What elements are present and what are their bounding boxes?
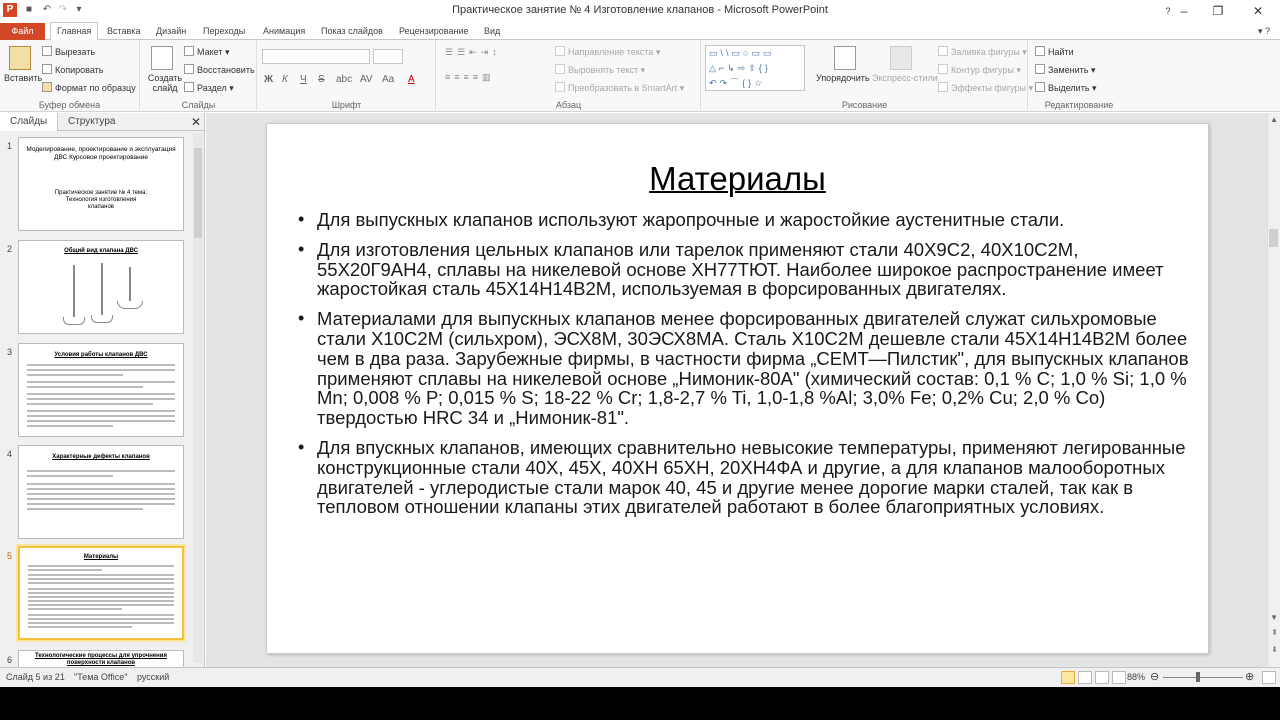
change-case-button[interactable]: Aa: [382, 74, 395, 85]
title-bar: [0, 0, 1280, 22]
maximize-button[interactable]: ❐: [1212, 4, 1224, 18]
bullet-item: • Для впускных клапанов, имеющих сравнительно невысокие температуры, применяют легированные конструкционные стали 40Х, 45Х, 40ХН 65ХН, 20ХН4ФА и другие, а для клапанов малооборотных двигателей - углеродистые стали марок 40, 45 и другие менее дорогие марки сталей, так как в тепловом отношении клапаны этих двигателей работают в более благоприятных условиях.: [295, 438, 1190, 517]
font-size-select[interactable]: [373, 49, 403, 64]
valve-head-2: [91, 315, 113, 323]
tab-review[interactable]: Рецензирование: [399, 26, 469, 36]
effects-icon: [938, 82, 948, 92]
slide-counter: Слайд 5 из 21: [6, 672, 65, 682]
shapes-row-3: ↶↷⌒{}☆: [709, 78, 766, 88]
thumb-title: Общий вид клапана ДВС: [64, 248, 138, 254]
text-line: [28, 626, 132, 628]
quick-styles-icon[interactable]: [890, 46, 912, 70]
shapes-gallery[interactable]: [705, 45, 805, 91]
text-line: [27, 498, 175, 500]
text-line: [28, 592, 174, 594]
zoom-in-icon[interactable]: ⊕: [1245, 671, 1255, 683]
text-line: [27, 420, 175, 422]
arrange-icon[interactable]: [834, 46, 856, 70]
text-line: [28, 614, 174, 616]
editor-scrollbar[interactable]: [1267, 113, 1280, 667]
text-line: [27, 364, 175, 366]
text-line: [28, 582, 174, 584]
tab-home[interactable]: Главная: [50, 22, 98, 41]
minimize-button[interactable]: –: [1180, 4, 1188, 18]
replace-icon: [1035, 64, 1045, 74]
text-line: [27, 470, 175, 472]
text-line: [27, 381, 175, 383]
valve-head-1: [63, 317, 85, 325]
group-slides: [141, 40, 257, 112]
shape-outline-button[interactable]: Контур фигуры ▾: [938, 64, 1021, 76]
zoom-slider[interactable]: [1163, 677, 1243, 678]
text-line: [28, 596, 174, 598]
valve-drawing-3: [129, 267, 131, 301]
slide-canvas[interactable]: [266, 123, 1209, 654]
bullet-item: • Для выпускных клапанов используют жаропрочные и жаростойкие аустенитные стали.: [295, 210, 1190, 230]
paste-icon[interactable]: [9, 46, 31, 70]
powerpoint-app-icon[interactable]: P: [3, 3, 17, 17]
copy-label: Копировать: [55, 65, 104, 75]
tab-file[interactable]: Файл: [0, 23, 45, 40]
text-line: [27, 503, 175, 505]
zoom-slider-knob[interactable]: [1196, 672, 1200, 682]
zoom-out-icon[interactable]: ⊖: [1150, 671, 1160, 683]
group-clipboard: [0, 40, 140, 112]
slide-number: 1: [7, 141, 13, 151]
help-icon[interactable]: ?: [1165, 6, 1171, 16]
reset-button[interactable]: [184, 64, 255, 75]
language-indicator[interactable]: русский: [137, 672, 170, 682]
replace-button[interactable]: Заменить ▾: [1035, 64, 1095, 76]
scroll-up-icon[interactable]: ▲: [1270, 115, 1278, 124]
slideshow-icon[interactable]: [1112, 671, 1126, 684]
text-line: [27, 403, 153, 405]
text-line: [27, 508, 143, 510]
ribbon-options-icon[interactable]: ▾ ?: [1258, 26, 1271, 36]
font-label: Шрифт: [331, 100, 362, 110]
paragraph-label: Абзац: [555, 100, 582, 110]
list-buttons[interactable]: ☰☰⇤⇥↕: [445, 47, 501, 57]
align-text-label: Выровнять текст: [568, 65, 639, 75]
text-line: [28, 618, 174, 620]
shadow-button[interactable]: abc: [336, 74, 353, 85]
text-line: [28, 578, 174, 580]
align-text-icon: [555, 64, 565, 74]
tab-slides-pane[interactable]: Слайды: [0, 113, 58, 131]
zoom-level[interactable]: 88%: [1127, 672, 1146, 682]
group-editing: [1029, 40, 1129, 112]
new-slide-button[interactable]: Создать слайд: [147, 73, 183, 93]
close-pane-icon[interactable]: ✕: [190, 115, 201, 129]
layout-icon: [184, 46, 194, 56]
char-spacing-button[interactable]: AV: [360, 74, 373, 85]
text-direction-label: Направление текста: [568, 47, 654, 57]
text-line: [28, 622, 174, 624]
smartart-icon: [555, 82, 565, 92]
group-drawing: [702, 40, 1034, 112]
replace-label: Заменить: [1048, 65, 1089, 75]
slide-body[interactable]: [295, 210, 1190, 527]
group-font: [258, 40, 436, 112]
text-line: [27, 410, 175, 412]
italic-button[interactable]: К: [282, 74, 288, 85]
close-button[interactable]: ✕: [1252, 4, 1264, 18]
text-line: [27, 425, 113, 427]
thumb-title: Моделирование, проектирование и эксплуатация ДВС Курсовое проектирование: [26, 146, 176, 161]
scroll-down-icon[interactable]: ▼: [1270, 613, 1278, 622]
fit-slide-icon[interactable]: [1262, 671, 1276, 684]
smartart-label: Преобразовать в SmartArt: [568, 83, 678, 93]
ribbon-tabs: [0, 22, 1280, 40]
slide-thumbnail-3[interactable]: [18, 343, 184, 437]
section-label: Раздел: [197, 83, 227, 93]
tab-slideshow[interactable]: Показ слайдов: [321, 26, 383, 36]
slide-number: 4: [7, 449, 13, 459]
slide-thumbnail-2[interactable]: [18, 240, 184, 334]
select-label: Выделить: [1048, 83, 1090, 93]
slide-thumbnail-4[interactable]: [18, 445, 184, 539]
text-line: [28, 600, 174, 602]
text-line: [28, 604, 174, 606]
text-line: [27, 488, 175, 490]
scissors-icon: [42, 46, 52, 56]
bullet-item: • Материалами для выпускных клапанов менее форсированных двигателей служат сильхромовые стали Х10С2М (сильхром), ЭСХ8М, 30ЭСХ8МА. Сталь Х10С2М дешевле стали 45Х14Н14В2М более чем в два раза. Зарубежные фирмы, в частности фирма „СЕМТ—Пилстик", для выпускных клапанов применяют сплавы на никелевой основе „Нимоник-80А" (химический состав: 0,1 % С; 1,0 % Si; 1,0 % Mn; 0,008 % Р; 0,015 % S; 18-22 % Cr; 1,8-2,7 % Ti, 1,0-1,8 %Al; 3,0% Fe; 0,2% Cu; 2,0 % Co) твердостью HRC 34 и „Нимоник-81".: [295, 309, 1190, 428]
slide-number: 6: [7, 655, 13, 665]
theme-name: "Тема Office": [74, 672, 128, 682]
text-line: [27, 483, 175, 485]
shapes-row-1: ▭\\▭○▭▭: [709, 48, 775, 58]
cursor-icon: [1035, 82, 1045, 92]
shape-effects-label: Эффекты фигуры: [951, 83, 1027, 93]
undo-icon[interactable]: ↶: [42, 4, 52, 15]
section-button[interactable]: Раздел ▾: [184, 82, 234, 94]
text-line: [27, 369, 175, 371]
customize-qat-icon[interactable]: ▾: [76, 4, 82, 15]
copy-button[interactable]: [42, 64, 103, 75]
text-line: [28, 565, 174, 567]
text-line: [27, 475, 113, 477]
tab-animation[interactable]: Анимация: [263, 26, 306, 36]
reset-icon: [184, 64, 194, 74]
align-buttons[interactable]: ≡≡≡≡▥: [445, 72, 495, 82]
shape-fill-label: Заливка фигуры: [951, 47, 1020, 57]
tab-design[interactable]: Дизайн: [156, 26, 187, 36]
underline-button[interactable]: Ч: [300, 74, 307, 85]
text-direction-button[interactable]: Направление текста ▾: [555, 46, 660, 58]
valve-drawing-2: [101, 263, 103, 315]
pen-icon: [938, 64, 948, 74]
text-line: [27, 374, 123, 376]
slide-number: 3: [7, 347, 13, 357]
arrange-button[interactable]: Упорядочить: [816, 73, 870, 83]
new-slide-icon[interactable]: [151, 46, 173, 70]
slide-sorter-icon[interactable]: [1078, 671, 1092, 684]
reset-label: Восстановить: [197, 65, 255, 75]
editor-scroll-thumb[interactable]: [1269, 229, 1278, 247]
thumbnail-scroll-thumb[interactable]: [194, 148, 202, 238]
find-button[interactable]: [1035, 46, 1074, 57]
text-line: [27, 415, 175, 417]
text-direction-icon: [555, 46, 565, 56]
drawing-label: Рисование: [841, 100, 888, 110]
status-bar: [0, 667, 1280, 687]
slides-label: Слайды: [181, 100, 216, 110]
align-text-button[interactable]: Выровнять текст ▾: [555, 64, 645, 76]
window-title: Практическое занятие № 4 Изготовление клапанов - Microsoft PowerPoint: [452, 4, 828, 16]
thumb-title: Технологические процессы для упрочнения поверхности клапанов: [34, 653, 167, 666]
tab-outline-pane[interactable]: Структура: [68, 116, 116, 127]
text-line: [27, 393, 175, 395]
smartart-button[interactable]: Преобразовать в SmartArt ▾: [555, 82, 684, 94]
text-line: [28, 608, 122, 610]
format-painter-label: Формат по образцу: [55, 83, 136, 93]
format-painter-button[interactable]: [42, 82, 136, 93]
layout-button[interactable]: Макет ▾: [184, 46, 230, 58]
tab-view[interactable]: Вид: [484, 26, 501, 36]
paste-button[interactable]: Вставить: [4, 73, 43, 83]
quick-styles-button[interactable]: Экспресс-стили: [872, 73, 938, 83]
slide-title[interactable]: Материалы: [649, 160, 826, 197]
slide-thumbnail-5[interactable]: [18, 546, 184, 640]
find-label: Найти: [1048, 47, 1074, 57]
slide-editor: [206, 113, 1280, 667]
valve-drawing-1: [73, 265, 75, 317]
binoculars-icon: [1035, 46, 1045, 56]
editing-label: Редактирование: [1044, 100, 1114, 110]
text-line: [27, 398, 175, 400]
strikethrough-button[interactable]: S: [318, 74, 325, 85]
cut-label: Вырезать: [55, 47, 96, 57]
slide-thumbnail-6[interactable]: [18, 650, 184, 667]
group-paragraph: [437, 40, 701, 112]
text-line: [28, 574, 174, 576]
thumb-title: Характерные дефекты клапанов: [52, 454, 150, 460]
redo-icon[interactable]: ↷: [58, 4, 68, 15]
thumb-title: Материалы: [83, 554, 119, 560]
tab-transitions[interactable]: Переходы: [203, 26, 246, 36]
save-icon[interactable]: ■: [25, 4, 33, 15]
ribbon: [0, 40, 1280, 112]
section-icon: [184, 82, 194, 92]
cut-button[interactable]: [42, 46, 95, 57]
text-line: [28, 569, 102, 571]
bold-button[interactable]: Ж: [264, 74, 274, 85]
normal-view-icon[interactable]: [1061, 671, 1075, 684]
valve-head-3: [117, 301, 143, 309]
slide-number: 2: [7, 244, 13, 254]
prev-slide-icon[interactable]: ⇞: [1271, 628, 1278, 637]
shape-outline-label: Контур фигуры: [951, 65, 1014, 75]
tab-insert[interactable]: Вставка: [107, 26, 141, 36]
layout-label: Макет: [197, 47, 223, 57]
copy-icon: [42, 64, 52, 74]
text-line: [27, 386, 143, 388]
select-button[interactable]: Выделить ▾: [1035, 82, 1097, 94]
font-name-select[interactable]: [262, 49, 370, 64]
font-color-button[interactable]: A: [408, 74, 415, 85]
next-slide-icon[interactable]: ⇟: [1271, 645, 1278, 654]
shape-effects-button[interactable]: Эффекты фигуры ▾: [938, 82, 1033, 94]
text-line: [27, 493, 175, 495]
slides-pane: [0, 113, 205, 667]
text-line: [28, 588, 174, 590]
slide-number: 5: [7, 551, 13, 561]
fill-bucket-icon: [938, 46, 948, 56]
thumb-subtitle: Практическое занятие № 4 тема: Технология изготовления клапанов: [54, 190, 148, 210]
reading-view-icon[interactable]: [1095, 671, 1109, 684]
slide-thumbnail-1[interactable]: [18, 137, 184, 231]
brush-icon: [42, 82, 52, 92]
thumb-title: Условия работы клапанов ДВС: [54, 352, 148, 358]
clipboard-label: Буфер обмена: [38, 100, 101, 110]
shape-fill-button[interactable]: Заливка фигуры ▾: [938, 46, 1027, 58]
shapes-row-2: △⌐↳⇨⇧{}: [709, 63, 771, 73]
bullet-item: • Для изготовления цельных клапанов или тарелок применяют стали 40Х9С2, 40Х10С2М, 55Х20Г9АН4, сплавы на никелевой основе ХН77ТЮТ. Наиболее широкое распространение имеет жаростойкая сталь 45Х14Н14В2М, используемая в форсированных двигателях.: [295, 240, 1190, 299]
pane-tabs: [0, 113, 205, 131]
